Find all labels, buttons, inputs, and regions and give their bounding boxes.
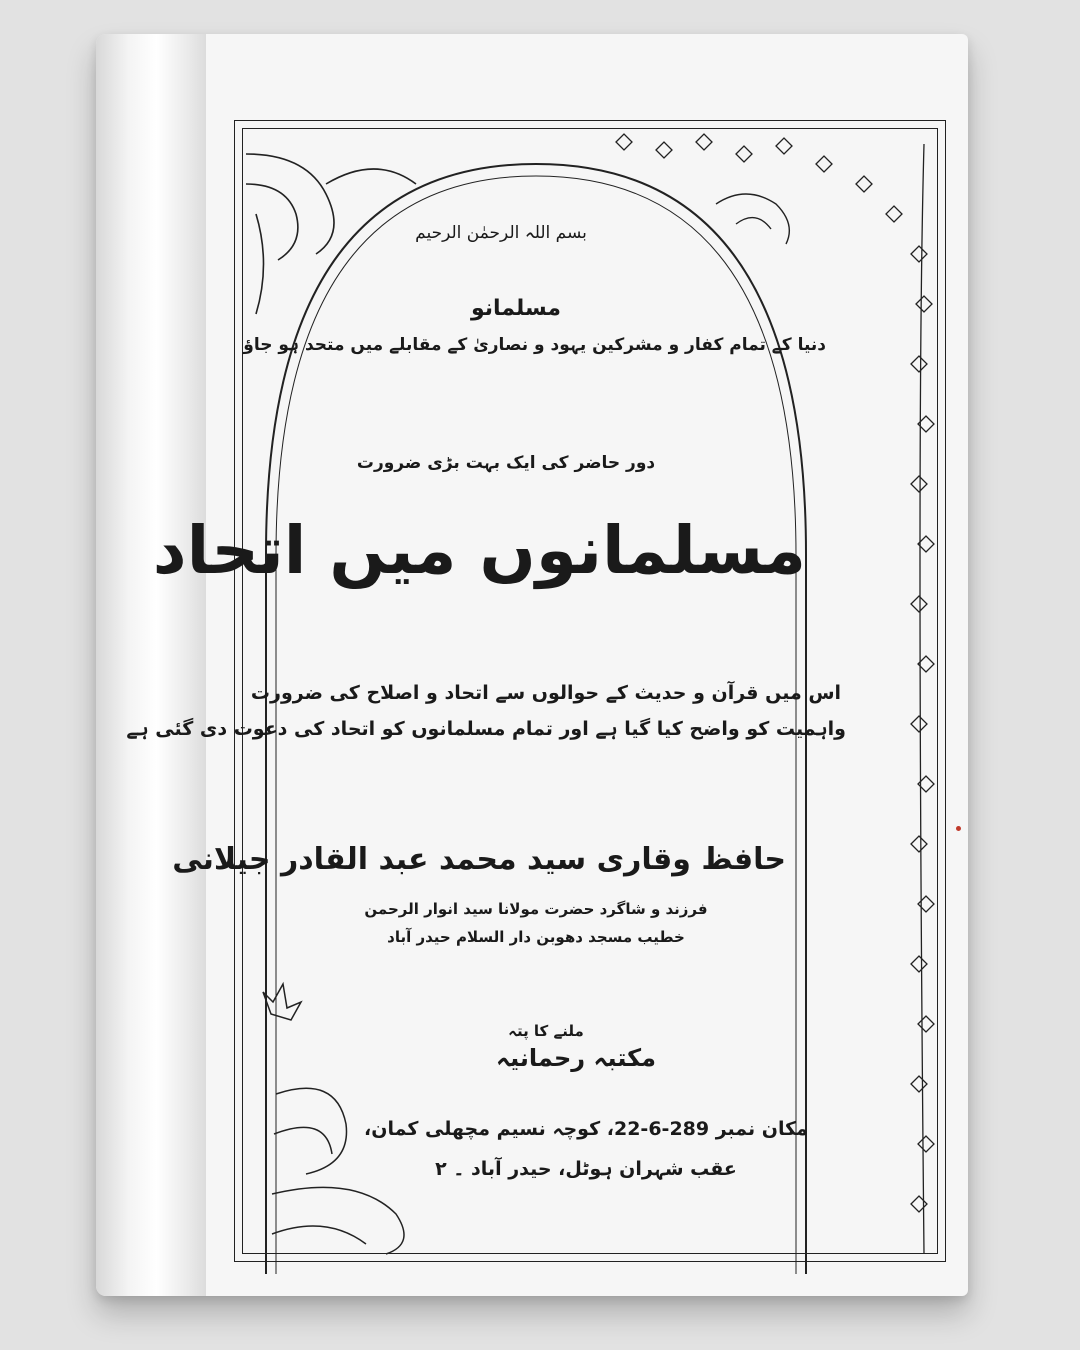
availability-label: ملنے کا پتہ (508, 1022, 584, 1040)
book-mockup (96, 34, 968, 1296)
heading-small: مسلمانو (470, 296, 562, 321)
description-line-2: واہمیت کو واضح کیا گیا ہے اور تمام مسلمانوں کو اتحاد کی دعوت دی گئی ہے (126, 718, 846, 740)
tagline: دور حاضر کی ایک بہت بڑی ضرورت (356, 453, 656, 473)
description-line-1: اس میں قرآن و حدیث کے حوالوں سے اتحاد و اصلاح کی ضرورت (250, 682, 842, 704)
appeal-line: دنیا کے تمام کفار و مشرکین یہود و نصاریٰ کے مقابلے میں متحد ہو جاؤ (243, 335, 826, 355)
publisher-name: مکتبہ رحمانیہ (496, 1044, 656, 1072)
red-dot-mark (956, 826, 961, 831)
address-line-1: مکان نمبر 289-6-22، کوچہ نسیم مچھلی کمان، (364, 1118, 808, 1140)
author-detail-2: خطیب مسجد دھوبن دار السلام حیدر آباد (387, 928, 685, 946)
bismillah-text: بسم اللہ الرحمٰن الرحیم (415, 223, 587, 243)
address-line-2: عقب شہران ہوٹل، حیدر آباد ۔ ۲ (435, 1158, 737, 1180)
author-detail-1: فرزند و شاگرد حضرت مولانا سید انوار الرحمن (364, 900, 708, 918)
author-name: حافظ وقاری سید محمد عبد القادر جیلانی (172, 842, 786, 877)
corner-flourish-top-right (716, 194, 789, 244)
book-title: مسلمانوں میں اتحاد (152, 512, 806, 589)
